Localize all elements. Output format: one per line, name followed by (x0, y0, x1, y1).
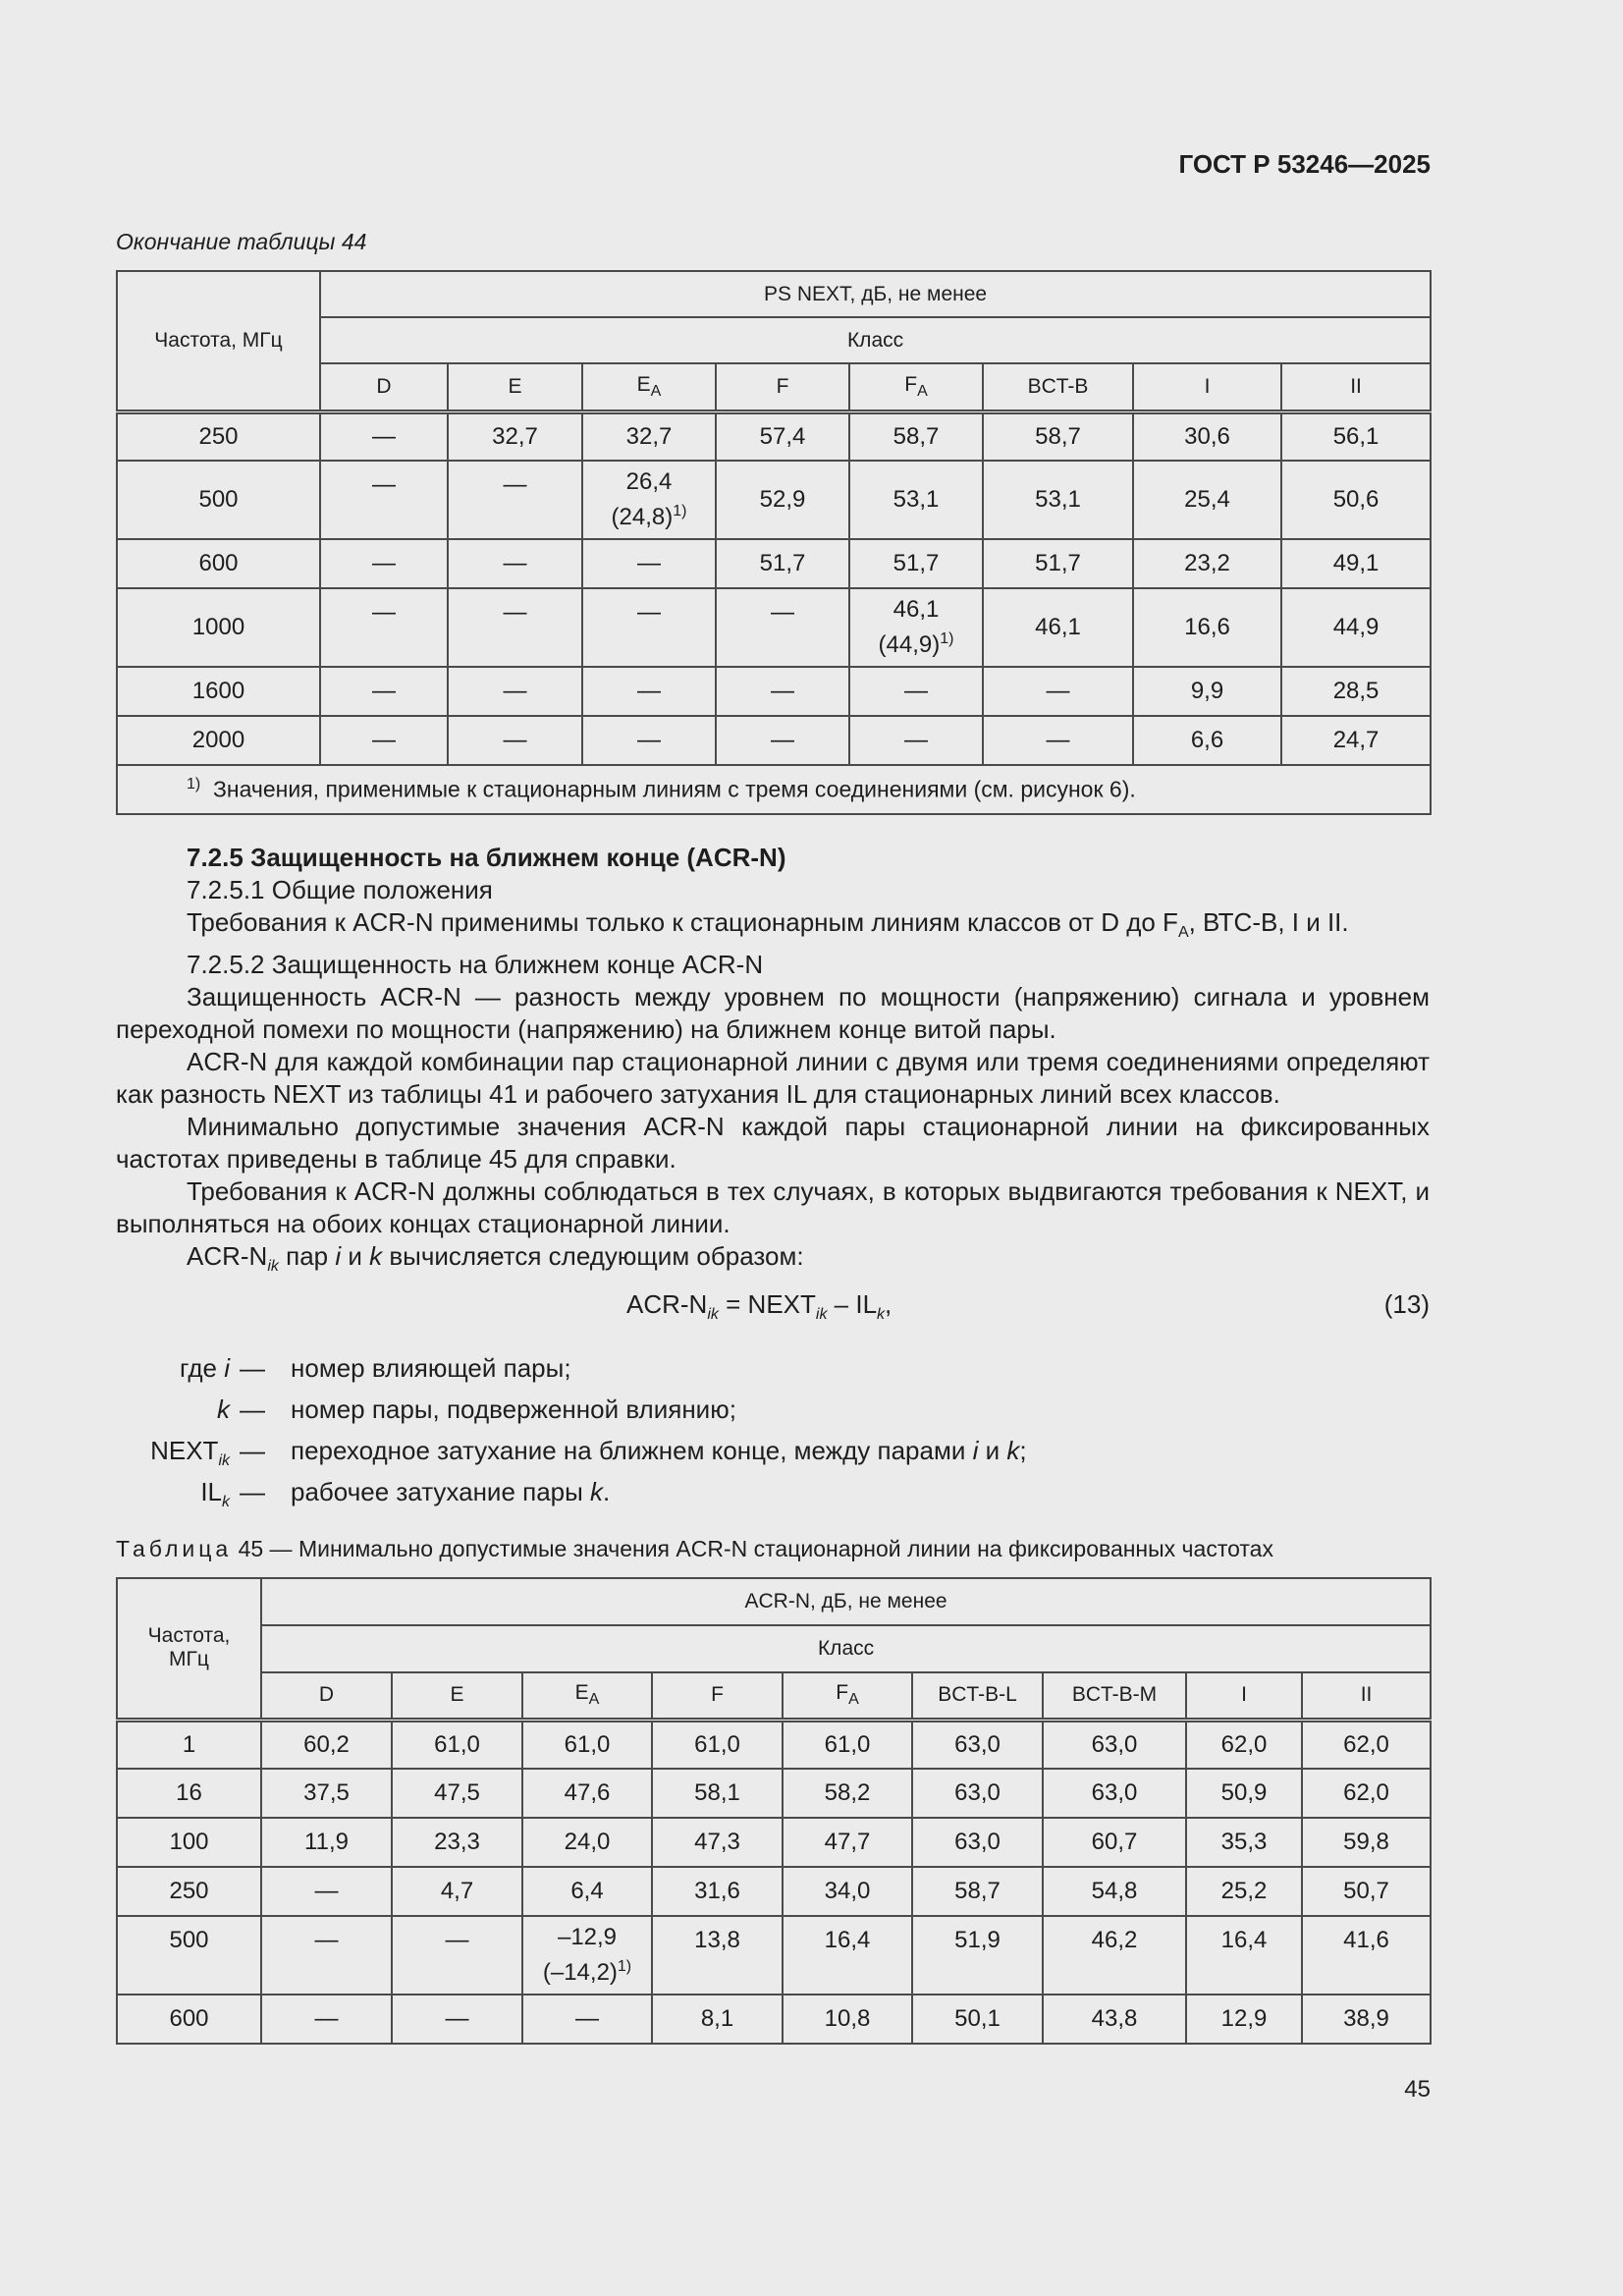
table-cell: 44,9 (1281, 588, 1431, 667)
table-cell: — (849, 716, 983, 765)
table-cell: 58,7 (849, 411, 983, 461)
table-cell: — (320, 461, 448, 539)
table-cell: — (320, 588, 448, 667)
table-45-col-d: D (261, 1672, 392, 1720)
table-cell: 62,0 (1302, 1769, 1431, 1818)
table-cell: 23,3 (392, 1818, 522, 1867)
table-45-col-f: F (652, 1672, 783, 1720)
where-item: $IL_k$ — рабочее затухание пары k. (200, 1477, 611, 1511)
table-cell: 63,0 (1043, 1769, 1186, 1818)
table-cell: 16,4 (783, 1916, 912, 1995)
table-row (117, 411, 1431, 461)
table-cell: 34,0 (783, 1867, 912, 1916)
table-cell: 61,0 (783, 1720, 912, 1769)
table-cell: 16,4 (1186, 1916, 1302, 1995)
table-cell: 62,0 (1186, 1720, 1302, 1769)
table-45-col-e: E (392, 1672, 522, 1720)
table-row (117, 1867, 1431, 1916)
where-list (116, 1353, 1294, 1518)
table-45-col-bctbm: BCT-B-M (1043, 1672, 1186, 1720)
table-cell: 51,7 (983, 539, 1133, 588)
table-cell: — (392, 1916, 522, 1995)
table-cell: 4,7 (392, 1867, 522, 1916)
table-cell: — (320, 411, 448, 461)
table-cell: 1 (117, 1720, 261, 1769)
section-heading: 7.2.5 Защищенность на ближнем конце (ACR-N) (187, 843, 786, 872)
table-row (117, 461, 1431, 539)
table-row (117, 539, 1431, 588)
table-44-col-i: I (1133, 363, 1281, 411)
table-cell: 26,4 $(24,8)^{1)}$ (582, 461, 716, 539)
table-cell: 6,6 (1133, 716, 1281, 765)
table-cell: — (849, 667, 983, 716)
table-cell: 63,0 (912, 1720, 1043, 1769)
table-44-col-bctb: BCT-B (983, 363, 1133, 411)
table-cell: 60,2 (261, 1720, 392, 1769)
table-cell: 16,6 (1133, 588, 1281, 667)
paragraph: Требования к ACR-N должны соблюдаться в тех случаях, в которых выдвигаются требования к NEXT, и выполняться на обоих концах стационарной линии. (116, 1176, 1430, 1239)
table-cell: 11,9 (261, 1818, 392, 1867)
table-cell: 8,1 (652, 1995, 783, 2044)
table-cell: — (582, 716, 716, 765)
paragraph: Минимально допустимые значения ACR-N каждой пары стационарной линии на фиксированных частотах приведены в таблице 45 для справки. (116, 1112, 1430, 1175)
table-cell: 35,3 (1186, 1818, 1302, 1867)
table-row (117, 1818, 1431, 1867)
table-cell: 25,4 (1133, 461, 1281, 539)
table-45-freq-header: Частота, МГц (117, 1578, 261, 1720)
table-cell: 60,7 (1043, 1818, 1186, 1867)
paragraph: Защищенность ACR-N — разность между уровнем по мощности (напряжению) сигнала и уровнем переходной помехи по мощности (напряжению) на ближнем конце витой пары. (116, 982, 1430, 1045)
table-row (117, 667, 1431, 716)
table-cell: — (582, 588, 716, 667)
table-44-col-ea: $E_A$ (582, 363, 716, 411)
table-cell: 59,8 (1302, 1818, 1431, 1867)
table-cell: 2000 (117, 716, 320, 765)
table-cell: 62,0 (1302, 1720, 1431, 1769)
table-cell: — (320, 667, 448, 716)
table-cell: 1000 (117, 588, 320, 667)
table-cell: 46,1 (983, 588, 1133, 667)
table-cell: — (320, 539, 448, 588)
table-cell: 12,9 (1186, 1995, 1302, 2044)
table-cell: 13,8 (652, 1916, 783, 1995)
table-cell: 24,7 (1281, 716, 1431, 765)
where-item: k — номер пары, подверженной влиянию; (217, 1394, 736, 1424)
table-44 (116, 270, 1432, 815)
table-cell: — (983, 667, 1133, 716)
table-cell: 53,1 (849, 461, 983, 539)
table-cell: 100 (117, 1818, 261, 1867)
table-cell: 58,1 (652, 1769, 783, 1818)
table-cell: 50,1 (912, 1995, 1043, 2044)
page-number: 45 (1404, 2076, 1431, 2103)
subsection-heading: 7.2.5.2 Защищенность на ближнем конце ACR-N (187, 950, 764, 980)
table-44-col-d: D (320, 363, 448, 411)
table-44-col-fa: $F_A$ (849, 363, 983, 411)
table-cell: 600 (117, 1995, 261, 2044)
table-cell: — (261, 1995, 392, 2044)
table-44-class-header: Класс (320, 317, 1431, 363)
table-cell: — (522, 1995, 652, 2044)
table-45-col-i: I (1186, 1672, 1302, 1720)
table-cell: — (392, 1995, 522, 2044)
table-cell: — (448, 461, 582, 539)
where-item: где i — номер влияющей пары; (180, 1353, 571, 1383)
table-row (117, 716, 1431, 765)
table-cell: — (448, 588, 582, 667)
table-44-main-header: PS NEXT, дБ, не менее (320, 271, 1431, 317)
table-cell: — (320, 716, 448, 765)
table-cell: 61,0 (522, 1720, 652, 1769)
table-cell: 51,7 (716, 539, 849, 588)
table-cell: 46,2 (1043, 1916, 1186, 1995)
table-45-col-fa: $F_A$ (783, 1672, 912, 1720)
formula-number: (13) (1383, 1289, 1430, 1319)
paragraph: ACR-$N_{ik}$ пар i и k вычисляется следующим образом: (187, 1241, 804, 1276)
table-cell: 43,8 (1043, 1995, 1186, 2044)
table-row (117, 1916, 1431, 1995)
table-cell: 32,7 (582, 411, 716, 461)
table-cell: 63,0 (912, 1818, 1043, 1867)
table-cell: 250 (117, 1867, 261, 1916)
table-row (117, 588, 1431, 667)
table-cell: 24,0 (522, 1818, 652, 1867)
table-cell: –12,9 $(-14,2)^{1)}$ (522, 1916, 652, 1995)
table-cell: — (448, 667, 582, 716)
table-45-col-ii: II (1302, 1672, 1431, 1720)
table-cell: — (448, 716, 582, 765)
table-cell: 47,3 (652, 1818, 783, 1867)
table-cell: 41,6 (1302, 1916, 1431, 1995)
table-cell: — (716, 667, 849, 716)
table-cell: 46,1 $(44,9)^{1)}$ (849, 588, 983, 667)
table-45-main-header: ACR-N, дБ, не менее (261, 1578, 1431, 1625)
table-cell: 54,8 (1043, 1867, 1186, 1916)
table-cell: — (448, 539, 582, 588)
table-cell: 58,2 (783, 1769, 912, 1818)
table-cell: 9,9 (1133, 667, 1281, 716)
table-45-col-bctbl: BCT-B-L (912, 1672, 1043, 1720)
table-cell: 47,7 (783, 1818, 912, 1867)
table-cell: 58,7 (983, 411, 1133, 461)
table-44-caption: Окончание таблицы 44 (116, 229, 367, 254)
table-cell: 500 (117, 1916, 261, 1995)
table-cell: 61,0 (392, 1720, 522, 1769)
table-44-col-ii: II (1281, 363, 1431, 411)
table-cell: 47,6 (522, 1769, 652, 1818)
table-44-col-f: F (716, 363, 849, 411)
table-45-caption: Таблица 45 — Минимально допустимые значения ACR-N стационарной линии на фиксированных частотах (116, 1536, 1273, 1561)
table-cell: 63,0 (1043, 1720, 1186, 1769)
table-cell: — (983, 716, 1133, 765)
table-cell: — (261, 1867, 392, 1916)
table-cell: 32,7 (448, 411, 582, 461)
table-cell: 1600 (117, 667, 320, 716)
table-cell: 16 (117, 1769, 261, 1818)
table-cell: 30,6 (1133, 411, 1281, 461)
document-id: ГОСТ Р 53246—2025 (1178, 149, 1431, 179)
table-cell: 600 (117, 539, 320, 588)
table-44-footnote: $^{1)}$ Значения, применимые к стационарным линиям с тремя соединениями (см. рисунок 6). (117, 765, 1431, 814)
table-cell: 28,5 (1281, 667, 1431, 716)
paragraph: ACR-N для каждой комбинации пар стационарной линии с двумя или тремя соединениями определяют как разность NEXT из таблицы 41 и рабочего затухания IL для стационарных линий всех классов. (116, 1047, 1430, 1110)
table-44-col-e: E (448, 363, 582, 411)
table-cell: 52,9 (716, 461, 849, 539)
table-cell: — (582, 539, 716, 588)
table-cell: 10,8 (783, 1995, 912, 2044)
table-row (117, 1995, 1431, 2044)
table-cell: — (582, 667, 716, 716)
table-cell: 23,2 (1133, 539, 1281, 588)
table-row (117, 1769, 1431, 1818)
table-cell: 58,7 (912, 1867, 1043, 1916)
table-cell: 37,5 (261, 1769, 392, 1818)
table-cell: 250 (117, 411, 320, 461)
paragraph: Требования к ACR-N применимы только к стационарным линиям классов от D до $F_A$, ВТС-В, I и II. (187, 907, 1349, 942)
table-cell: 63,0 (912, 1769, 1043, 1818)
table-cell: 500 (117, 461, 320, 539)
table-cell: 51,9 (912, 1916, 1043, 1995)
table-cell: 49,1 (1281, 539, 1431, 588)
table-cell: 50,6 (1281, 461, 1431, 539)
table-cell: 57,4 (716, 411, 849, 461)
table-cell: 53,1 (983, 461, 1133, 539)
table-cell: 6,4 (522, 1867, 652, 1916)
where-item: $NEXT_{ik}$ — переходное затухание на ближнем конце, между парами i и k; (150, 1436, 1027, 1470)
table-cell: — (716, 716, 849, 765)
table-45-col-ea: $E_A$ (522, 1672, 652, 1720)
table-cell: 50,7 (1302, 1867, 1431, 1916)
table-cell: — (261, 1916, 392, 1995)
table-cell: 38,9 (1302, 1995, 1431, 2044)
formula-expression: ACR-$N_{ik}$ = $NEXT_{ik} - IL_k$, (626, 1289, 893, 1324)
subsection-heading: 7.2.5.1 Общие положения (187, 875, 493, 904)
table-cell: — (716, 588, 849, 667)
table-45-class-header: Класс (261, 1625, 1431, 1672)
table-cell: 50,9 (1186, 1769, 1302, 1818)
table-cell: 47,5 (392, 1769, 522, 1818)
table-45 (116, 1577, 1432, 2045)
table-cell: 31,6 (652, 1867, 783, 1916)
table-cell: 61,0 (652, 1720, 783, 1769)
table-cell: 51,7 (849, 539, 983, 588)
table-44-freq-header: Частота, МГц (117, 271, 320, 411)
table-cell: 25,2 (1186, 1867, 1302, 1916)
section-body (116, 842, 1430, 1283)
table-cell: 56,1 (1281, 411, 1431, 461)
table-row (117, 1720, 1431, 1769)
